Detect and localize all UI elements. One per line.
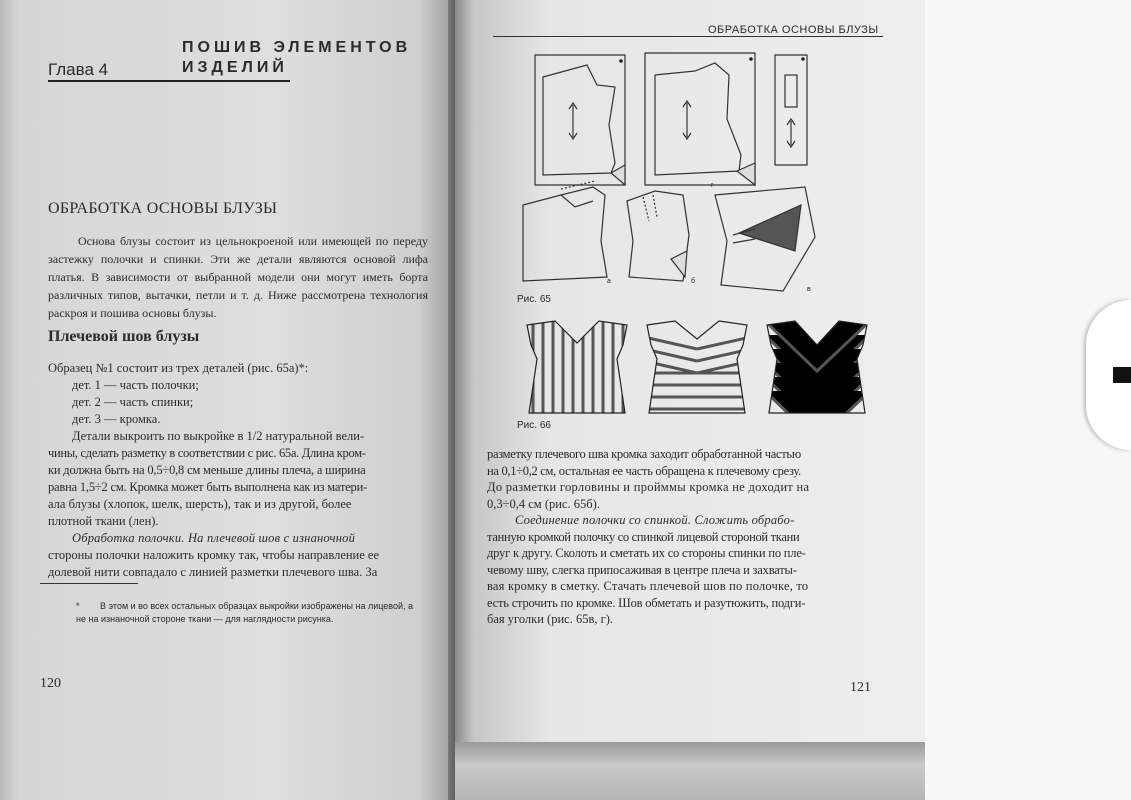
- body-line: танную кромкой полочку со спинкой лицевой стороной ткани: [487, 529, 800, 544]
- body-text: [48, 360, 430, 581]
- running-head-rule: [493, 36, 883, 37]
- fig65-label-b: б: [691, 278, 696, 285]
- bookmark-mark: [1113, 367, 1131, 383]
- body-line: 0,3÷0,4 см (рис. 65б).: [487, 496, 600, 511]
- chapter-rule: [48, 80, 290, 82]
- body-line: друг к другу. Сколоть и сметать их со стороны спинки по пле-: [487, 546, 806, 560]
- subsection-title: Плечевой шов блузы: [48, 328, 200, 345]
- right-body-text: [487, 446, 872, 628]
- left-page: [0, 0, 455, 800]
- figure-66: [515, 315, 870, 420]
- body-line: дет. 1 — часть полочки;: [72, 378, 199, 392]
- body-line-italic: Соединение полочки со спинкой. Сложить обрабо-: [515, 513, 795, 527]
- figure-66-caption: Рис. 66: [517, 420, 551, 431]
- footnote: [76, 600, 421, 626]
- body-line: Образец №1 состоит из трех деталей (рис. 65а)*:: [48, 361, 309, 375]
- fig66-blouse-chevron: [765, 321, 870, 420]
- body-line-italic: Обработка полочки. На плечевой шов с изнаночной: [72, 531, 356, 545]
- figure-65-caption: Рис. 65: [517, 294, 551, 305]
- chapter-title-line1: ПОШИВ ЭЛЕМЕНТОВ: [182, 39, 412, 56]
- fig65-pattern-back: [645, 53, 755, 185]
- body-line: дет. 2 — часть спинки;: [72, 395, 194, 409]
- chapter-title-line2: ИЗДЕЛИЙ: [182, 59, 288, 76]
- body-line: До разметки горловины и пройммы кромка не доходит на: [487, 480, 810, 494]
- body-line: есть строчить по кромке. Шов обметать и разутюжить, подги-: [487, 595, 806, 610]
- body-line: бая уголки (рис. 65в, г).: [487, 612, 614, 626]
- body-line: стороны полочки наложить кромку так, чтобы направление ее: [48, 548, 380, 562]
- right-page: [455, 0, 925, 742]
- body-line: ки должна быть на 0,5÷0,8 см меньше длины плеча, а ширина: [48, 463, 366, 477]
- body-line: Детали выкроить по выкройке в 1/2 натуральной вели-: [72, 429, 365, 443]
- figure-65: [515, 45, 870, 295]
- page-number-left: 120: [40, 676, 61, 691]
- fig66-blouse-horizontal: [635, 335, 760, 409]
- running-head: ОБРАБОТКА ОСНОВЫ БЛУЗЫ: [708, 24, 879, 36]
- fig65-seam-a: [523, 181, 607, 281]
- body-line: долевой нити совпадало с линией разметки плечевого шва. За: [48, 565, 378, 579]
- body-line: ала блузы (хлопок, шелк, шерсть), так и из другой, более: [48, 497, 352, 511]
- body-line: плотной ткани (лен).: [48, 514, 159, 528]
- book-bottom-shadow: [455, 742, 925, 800]
- body-line: чины, сделать разметку в соответствии с рис. 65а. Длина кром-: [48, 446, 366, 460]
- chapter-title: [182, 38, 411, 78]
- intro-paragraph: Основа блузы состоит из цельнокроеной или имеющей по переду застежку полочки и спинки. Эти же детали являются основой лифа платья. В зависимости от выбранной модели они могут иметь борта различных типов, вытачки, петли и т. д. Ниже рассмотрена технология раскроя и пошива основы блузы.: [48, 234, 428, 320]
- fig65-pattern-front: [535, 55, 625, 185]
- fig65-seam-c: [715, 187, 815, 291]
- body-line: равна 1,5÷2 см. Кромка может быть выполнена как из матери-: [48, 480, 368, 494]
- fig65-label-d: г: [711, 182, 714, 189]
- footnote-mark: *: [76, 601, 80, 611]
- body-line: на 0,1÷0,2 см, остальная ее часть обращена к плечевому срезу.: [487, 463, 801, 478]
- fig66-blouse-vertical: [533, 315, 623, 420]
- fig65-label-c: в: [807, 286, 811, 293]
- body-line: вая кромку в сметку. Стачать плечевой шов по полочке, то: [487, 579, 809, 593]
- fig65-seam-b: [627, 191, 689, 281]
- footnote-rule: [40, 583, 138, 584]
- chapter-label: Глава 4: [48, 60, 109, 79]
- body-line: дет. 3 — кромка.: [72, 412, 161, 426]
- page-number-right: 121: [850, 680, 871, 695]
- footnote-text: В этом и во всех остальных образцах выкройки изображены на лицевой, а не на изнаночной стороне ткани — для наглядности рисунка.: [76, 601, 414, 624]
- body-line: разметку плечевого шва кромка заходит обработанной частью: [487, 447, 801, 461]
- fig65-edge-strip: [775, 55, 807, 165]
- section-title: ОБРАБОТКА ОСНОВЫ БЛУЗЫ: [48, 200, 278, 217]
- fig65-label-a: а: [607, 278, 611, 285]
- body-line: чевому шву, слегка припосаживая в центре плеча и захваты-: [487, 562, 797, 577]
